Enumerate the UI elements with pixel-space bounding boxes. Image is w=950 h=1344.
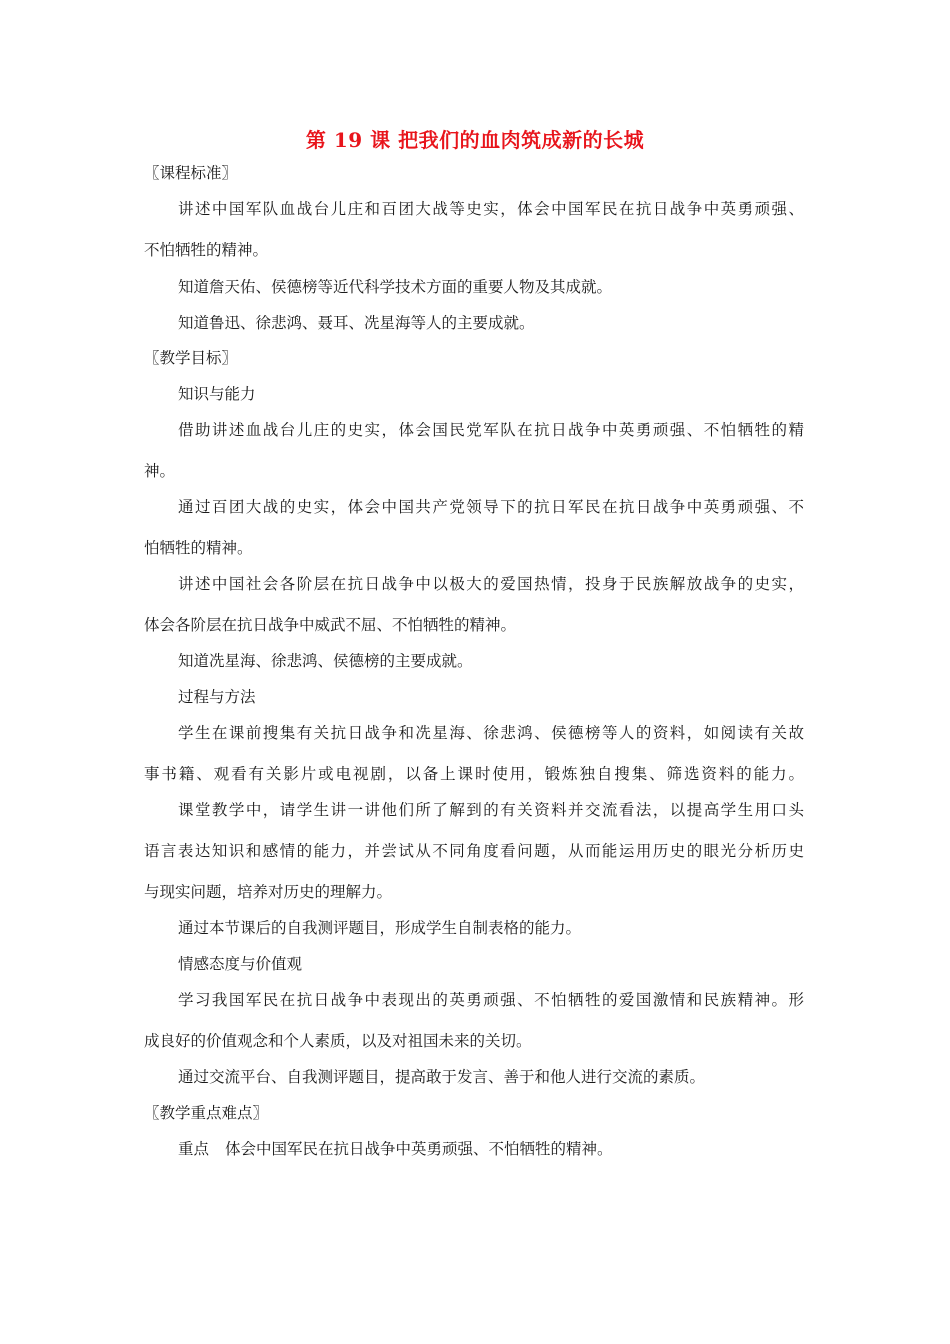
knowledge-paragraph-3-line-1: 讲述中国社会各阶层在抗日战争中以极大的爱国热情，投身于民族解放战争的史实， bbox=[178, 575, 804, 593]
method-paragraph-2-line-1: 课堂教学中，请学生讲一讲他们所了解到的有关资料并交流看法，以提高学生用口头 bbox=[178, 801, 804, 819]
method-paragraph-2-line-2: 语言表达知识和感情的能力，并尝试从不同角度看问题，从而能运用历史的眼光分析历史 bbox=[144, 842, 804, 860]
standard-paragraph-1-line-1: 讲述中国军队血战台儿庄和百团大战等史实，体会中国军民在抗日战争中英勇顽强、 bbox=[178, 200, 804, 218]
knowledge-paragraph-2-line-2: 怕牺牲的精神。 bbox=[144, 539, 253, 557]
standard-paragraph-1-line-2: 不怕牺牲的精神。 bbox=[144, 241, 269, 259]
knowledge-paragraph-2-line-1: 通过百团大战的史实，体会中国共产党领导下的抗日军民在抗日战争中英勇顽强、不 bbox=[178, 498, 804, 516]
subheading-knowledge-ability: 知识与能力 bbox=[178, 385, 256, 403]
section-heading-standard: 〖课程标准〗 bbox=[144, 164, 238, 182]
values-paragraph-1-line-2: 成良好的价值观念和个人素质，以及对祖国未来的关切。 bbox=[144, 1032, 532, 1050]
knowledge-paragraph-1-line-1: 借助讲述血战台儿庄的史实，体会国民党军队在抗日战争中英勇顽强、不怕牺牲的精 bbox=[178, 421, 804, 439]
method-paragraph-1-line-1: 学生在课前搜集有关抗日战争和冼星海、徐悲鸿、侯德榜等人的资料，如阅读有关故 bbox=[178, 724, 804, 742]
standard-paragraph-3: 知道鲁迅、徐悲鸿、聂耳、冼星海等人的主要成就。 bbox=[178, 314, 535, 332]
method-paragraph-3: 通过本节课后的自我测评题目，形成学生自制表格的能力。 bbox=[178, 919, 582, 937]
section-heading-key-points: 〖教学重点难点〗 bbox=[144, 1104, 269, 1122]
knowledge-paragraph-1-line-2: 神。 bbox=[144, 462, 176, 480]
standard-paragraph-2: 知道詹天佑、侯德榜等近代科学技术方面的重要人物及其成就。 bbox=[178, 278, 613, 296]
values-paragraph-1-line-1: 学习我国军民在抗日战争中表现出的英勇顽强、不怕牺牲的爱国激情和民族精神。形 bbox=[178, 991, 804, 1009]
key-point-row bbox=[178, 1139, 613, 1159]
key-point-label: 重点 bbox=[178, 1140, 210, 1158]
values-paragraph-2: 通过交流平台、自我测评题目，提高敢于发言、善于和他人进行交流的素质。 bbox=[178, 1068, 706, 1086]
method-paragraph-2-line-3: 与现实问题，培养对历史的理解力。 bbox=[144, 883, 393, 901]
method-paragraph-1-line-2: 事书籍、观看有关影片或电视剧，以备上课时使用，锻炼独自搜集、筛选资料的能力。 bbox=[144, 765, 804, 783]
lesson-title: 第 19 课 把我们的血肉筑成新的长城 bbox=[305, 128, 645, 152]
knowledge-paragraph-4: 知道冼星海、徐悲鸿、侯德榜的主要成就。 bbox=[178, 652, 473, 670]
subheading-process-method: 过程与方法 bbox=[178, 688, 256, 706]
subheading-attitude-values: 情感态度与价值观 bbox=[178, 955, 303, 973]
knowledge-paragraph-3-line-2: 体会各阶层在抗日战争中威武不屈、不怕牺牲的精神。 bbox=[144, 616, 517, 634]
section-heading-goals: 〖教学目标〗 bbox=[144, 349, 238, 367]
key-point-text: 体会中国军民在抗日战争中英勇顽强、不怕牺牲的精神。 bbox=[225, 1140, 613, 1158]
